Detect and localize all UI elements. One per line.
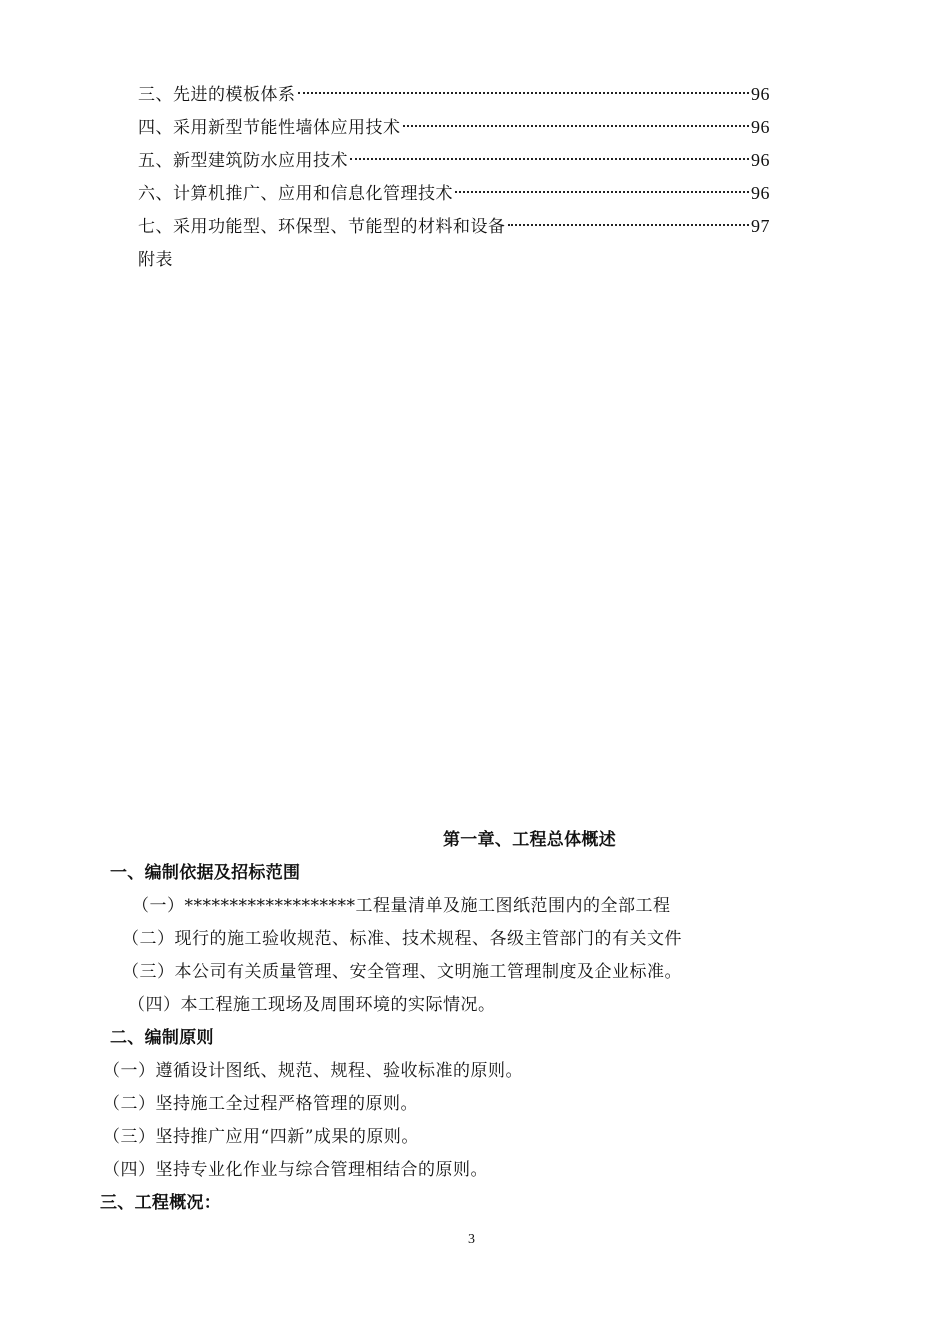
list-item: （二）现行的施工验收规范、标准、技术规程、各级主管部门的有关文件 bbox=[122, 929, 682, 949]
list-item: （一）遵循设计图纸、规范、规程、验收标准的原则。 bbox=[103, 1061, 523, 1081]
section-heading: 一、编制依据及招标范围 bbox=[110, 863, 301, 883]
toc-entry[interactable] bbox=[138, 113, 770, 146]
list-item: （四）本工程施工现场及周围环境的实际情况。 bbox=[128, 995, 496, 1015]
section-heading: 二、编制原则 bbox=[110, 1028, 214, 1048]
toc-entry-page: 96 bbox=[751, 150, 770, 170]
toc-entry[interactable] bbox=[138, 146, 770, 179]
toc-leader-dots bbox=[298, 92, 750, 94]
section-heading: 三、工程概况： bbox=[100, 1193, 222, 1213]
toc-entry-page: 96 bbox=[751, 84, 770, 104]
toc-entry-title: 四、采用新型节能性墙体应用技术 bbox=[138, 118, 401, 138]
toc-entry-title: 三、先进的模板体系 bbox=[138, 85, 296, 105]
toc-entry-title: 六、计算机推广、应用和信息化管理技术 bbox=[138, 184, 453, 204]
list-item: （三）本公司有关质量管理、安全管理、文明施工管理制度及企业标准。 bbox=[122, 962, 682, 982]
list-item: （一）*******************工程量清单及施工图纸范围内的全部工程 bbox=[132, 896, 671, 916]
page-number: 3 bbox=[468, 1232, 475, 1247]
toc-entry-page: 96 bbox=[751, 117, 770, 137]
toc-leader-dots bbox=[403, 125, 750, 127]
table-of-contents bbox=[138, 80, 770, 278]
toc-entry[interactable] bbox=[138, 80, 770, 113]
list-item: （三）坚持推广应用“四新”成果的原则。 bbox=[103, 1127, 419, 1147]
toc-appendix-title: 附表 bbox=[138, 250, 173, 270]
list-item: （二）坚持施工全过程严格管理的原则。 bbox=[103, 1094, 418, 1114]
list-item: （四）坚持专业化作业与综合管理相结合的原则。 bbox=[103, 1160, 488, 1180]
toc-leader-dots bbox=[455, 191, 749, 193]
toc-entry[interactable] bbox=[138, 179, 770, 212]
toc-entry-page: 96 bbox=[751, 183, 770, 203]
toc-entry[interactable] bbox=[138, 212, 770, 245]
toc-entry-appendix[interactable] bbox=[138, 245, 770, 278]
toc-entry-title: 五、新型建筑防水应用技术 bbox=[138, 151, 348, 171]
toc-leader-dots bbox=[350, 158, 749, 160]
toc-entry-page: 97 bbox=[751, 216, 770, 236]
chapter-title: 第一章、工程总体概述 bbox=[443, 830, 616, 850]
toc-leader-dots bbox=[508, 224, 750, 226]
toc-entry-title: 七、采用功能型、环保型、节能型的材料和设备 bbox=[138, 217, 506, 237]
